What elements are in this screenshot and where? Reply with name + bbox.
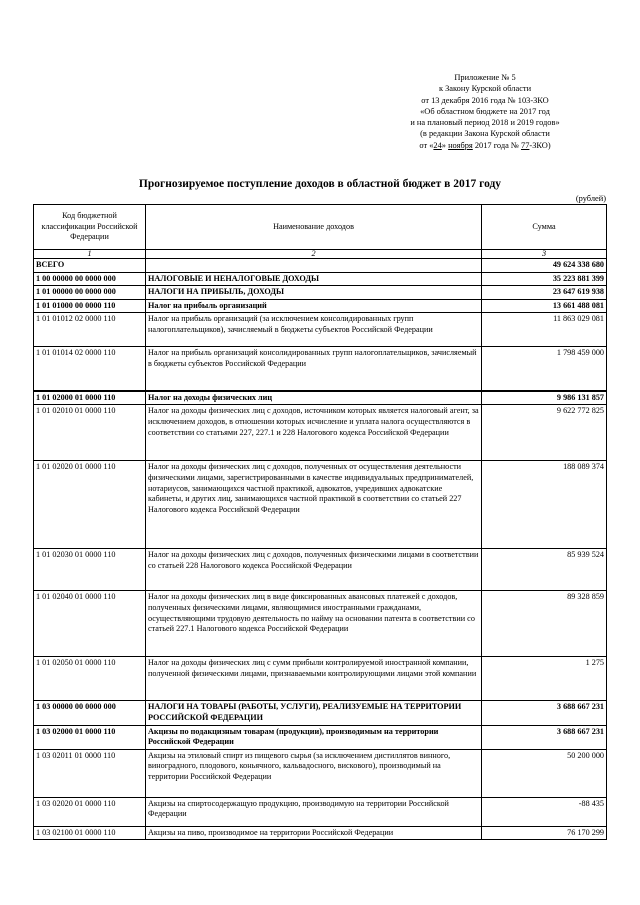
row-sum: 50 200 000 [482,749,607,797]
date-prefix: от « [419,140,434,150]
table-row [34,405,607,461]
row-sum: 85 939 524 [482,549,607,591]
row-code: 1 01 01000 00 0000 110 [34,299,146,313]
row-code: 1 03 02020 01 0000 110 [34,797,146,826]
appendix-line: и на плановый период 2018 и 2019 годов» [410,118,560,128]
table-row [34,299,607,313]
header-name: Наименование доходов [146,205,482,250]
appendix-block [380,72,590,151]
appendix-line: к Закону Курской области [438,84,532,94]
row-name: Акцизы на этиловый спирт из пищевого сырья (за исключением дистиллятов винного, виноградного, плодового, коньячного, кальвадосного, вискового), производимый на территории Российской Федерации [146,749,482,797]
table-row [34,749,607,797]
row-code: 1 01 02030 01 0000 110 [34,549,146,591]
row-sum: 89 328 859 [482,591,607,657]
row-sum: 11 863 029 081 [482,313,607,347]
column-number-row [34,250,607,259]
row-sum: 49 624 338 680 [482,259,607,273]
law-number: 77 [521,140,530,150]
row-code: 1 00 00000 00 0000 000 [34,272,146,286]
row-name: Налог на прибыль организаций [146,299,482,313]
table-row [34,461,607,549]
row-code: 1 01 02020 01 0000 110 [34,461,146,549]
row-name: Налог на доходы физических лиц с доходов, полученных от осуществления деятельности физическими лицами, зарегистрированными в качестве индивидуальных предпринимателей, нотариусов, занимающихся частной практикой, адвокатов, учредивших адвокатские кабинеты, и других лиц, занимающихся частной практикой в соответствии со статьей 227 Налогового кодекса Российской Федерации [146,461,482,549]
row-name: Налог на доходы физических лиц с сумм прибыли контролируемой иностранной компании, полученной физическими лицами, признаваемыми контролирующими лицами этой компании [146,657,482,701]
row-code: 1 03 02011 01 0000 110 [34,749,146,797]
row-sum: 188 089 374 [482,461,607,549]
table-row [34,391,607,405]
date-year: 2017 года № [472,140,522,150]
table-row [34,272,607,286]
row-code: 1 01 01014 02 0000 110 [34,347,146,391]
row-sum: 35 223 881 399 [482,272,607,286]
row-sum: 13 661 488 081 [482,299,607,313]
appendix-line: (в редакции Закона Курской области [420,129,550,139]
row-sum: 1 798 459 000 [482,347,607,391]
row-code: 1 01 02000 01 0000 110 [34,391,146,405]
row-code: 1 01 02010 01 0000 110 [34,405,146,461]
table-row [34,657,607,701]
row-name: Налог на прибыль организаций консолидированных групп налогоплательщиков, зачисляемый в бюджеты субъектов Российской Федерации [146,347,482,391]
row-code: 1 01 00000 00 0000 000 [34,286,146,300]
table-header-row [34,205,607,250]
row-name: Акцизы на пиво, производимое на территории Российской Федерации [146,826,482,840]
row-name: Налог на доходы физических лиц с доходов, источником которых является налоговый агент, за исключением доходов, в отношении которых исчисление и уплата налога осуществляются в соответствии со статьями 227, 227.1 и 228 Налогового кодекса Российской Федерации [146,405,482,461]
table-row [34,313,607,347]
table-row [34,826,607,840]
page-title: Прогнозируемое поступление доходов в областной бюджет в 2017 году [138,178,502,190]
row-sum: 1 275 [482,657,607,701]
row-sum: 76 170 299 [482,826,607,840]
row-name: Налог на доходы физических лиц с доходов, полученных физическими лицами в соответствии со статьей 228 Налогового кодекса Российской Федерации [146,549,482,591]
row-name: НАЛОГОВЫЕ И НЕНАЛОГОВЫЕ ДОХОДЫ [146,272,482,286]
appendix-line: «Об областном бюджете на 2017 год [420,106,550,116]
row-name: Налог на доходы физических лиц [146,391,482,405]
row-name [146,259,482,273]
row-code: 1 01 02050 01 0000 110 [34,657,146,701]
appendix-date-line [380,140,590,151]
date-mid: » [441,140,449,150]
table-row [34,347,607,391]
row-sum: 9 986 131 857 [482,391,607,405]
header-code: Код бюджетной классификации Российской Федерации [34,205,146,250]
col-number: 2 [146,250,482,259]
row-name: Акцизы на спиртосодержащую продукцию, производимую на территории Российской Федерации [146,797,482,826]
appendix-line: от 13 декабря 2016 года № 103-ЗКО [421,95,549,105]
row-code: 1 01 01012 02 0000 110 [34,313,146,347]
table-row [34,259,607,273]
table-row [34,549,607,591]
row-name: Акцизы по подакцизным товарам (продукции), производимым на территории Российской Федерации [146,725,482,749]
row-sum: 23 647 619 938 [482,286,607,300]
revenue-table [33,204,607,840]
row-sum: -88 435 [482,797,607,826]
date-month: ноября [448,140,473,150]
col-number: 3 [482,250,607,259]
row-code: 1 03 02100 01 0000 110 [34,826,146,840]
row-code: 1 03 00000 00 0000 000 [34,701,146,725]
row-code: 1 03 02000 01 0000 110 [34,725,146,749]
row-sum: 3 688 667 231 [482,701,607,725]
date-suffix: -ЗКО) [529,140,551,150]
table-row [34,701,607,725]
date-day: 24 [433,140,442,150]
col-number: 1 [34,250,146,259]
row-sum: 3 688 667 231 [482,725,607,749]
row-code: ВСЕГО [34,259,146,273]
table-row [34,286,607,300]
row-name: НАЛОГИ НА ПРИБЫЛЬ, ДОХОДЫ [146,286,482,300]
table-row [34,797,607,826]
table-row [34,591,607,657]
appendix-line: Приложение № 5 [454,73,516,82]
header-sum: Сумма [482,205,607,250]
units-label: (рублей) [575,194,606,203]
row-name: Налог на прибыль организаций (за исключением консолидированных групп налогоплательщиков), зачисляемый в бюджеты субъектов Российской Федерации [146,313,482,347]
row-code: 1 01 02040 01 0000 110 [34,591,146,657]
row-name: НАЛОГИ НА ТОВАРЫ (РАБОТЫ, УСЛУГИ), РЕАЛИЗУЕМЫЕ НА ТЕРРИТОРИИ РОССИЙСКОЙ ФЕДЕРАЦИИ [146,701,482,725]
row-name: Налог на доходы физических лиц в виде фиксированных авансовых платежей с доходов, полученных физическими лицами, являющимися иностранными гражданами, осуществляющими трудовую деятельность по найму на основании патента в соответствии со статьей 227.1 Налогового кодекса Российской Федерации [146,591,482,657]
row-sum: 9 622 772 825 [482,405,607,461]
table-row [34,725,607,749]
